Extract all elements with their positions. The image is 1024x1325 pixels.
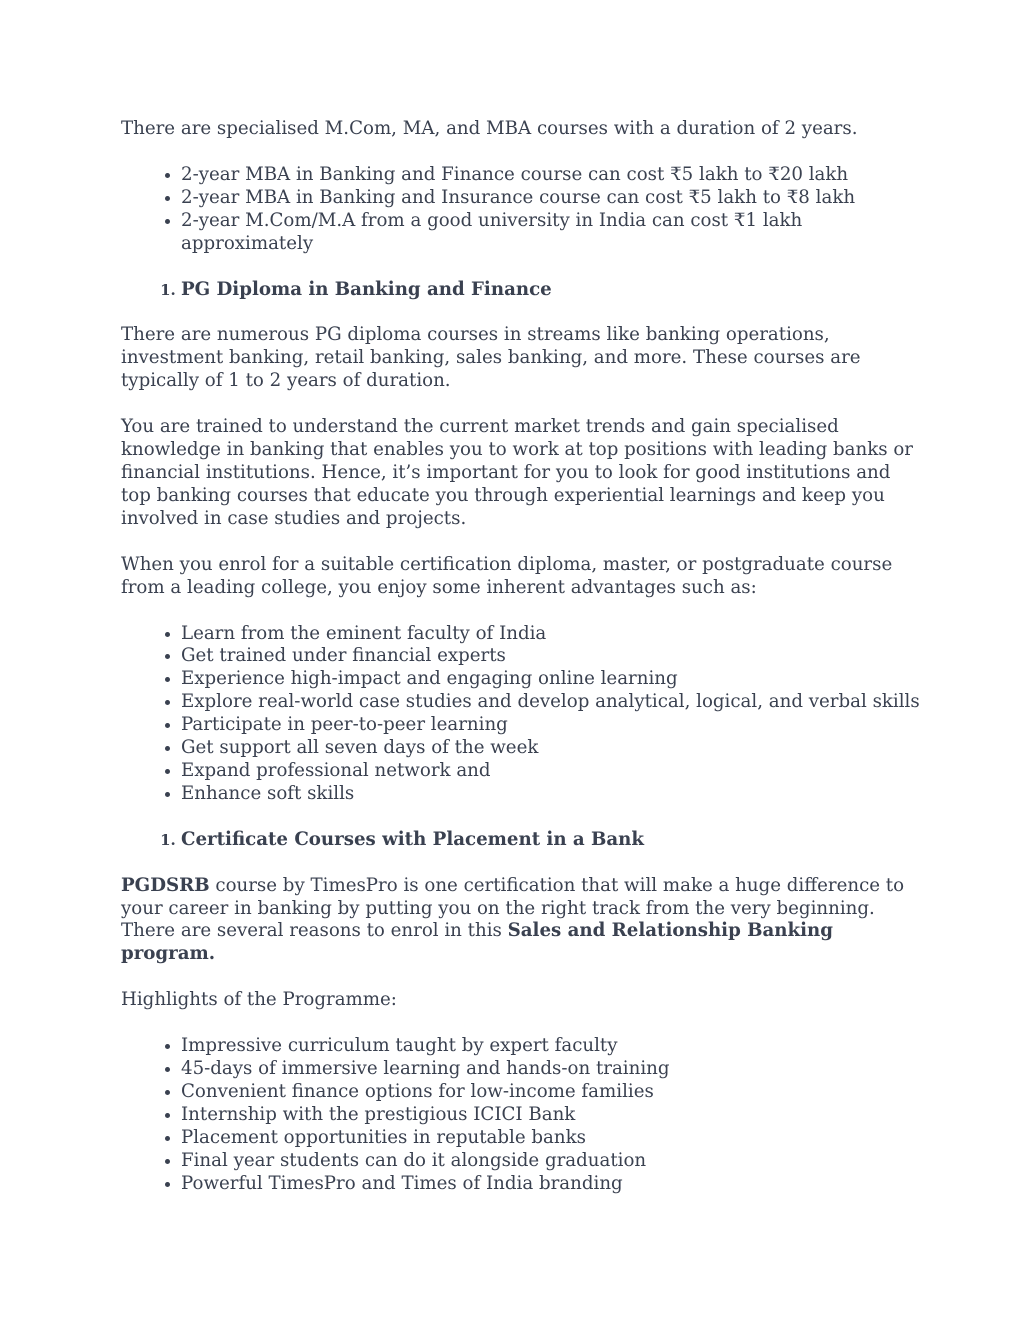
section-heading-certificate-courses: 1. Certificate Courses with Placement in a Bank	[181, 829, 921, 852]
list-item: • Placement opportunities in reputable banks	[181, 1127, 921, 1150]
section2-heading-list	[121, 829, 921, 852]
pgdsrb-text: course by TimesPro is one certification that will make a huge difference to your career in banking by putting you on the right track from the very beginning. There are several reasons to enrol in this	[121, 874, 905, 942]
pgdsrb-bold: PGDSRB	[121, 874, 210, 896]
list-item: • Get trained under financial experts	[181, 645, 921, 668]
cost-list	[121, 164, 921, 256]
list-item: • Get support all seven days of the week	[181, 737, 921, 760]
list-item: • Participate in peer-to-peer learning	[181, 714, 921, 737]
list-item: • 2-year MBA in Banking and Finance course can cost ₹5 lakh to ₹20 lakh	[181, 164, 921, 187]
list-item: • Learn from the eminent faculty of India	[181, 623, 921, 646]
section-heading-pg-diploma: 1. PG Diploma in Banking and Finance	[181, 279, 921, 302]
list-item: • Powerful TimesPro and Times of India branding	[181, 1173, 921, 1196]
section1-paragraph-1: There are numerous PG diploma courses in streams like banking operations, investment banking, retail banking, sales banking, and more. These courses are typically of 1 to 2 years of duration.	[121, 324, 861, 392]
list-item: • Internship with the prestigious ICICI Bank	[181, 1104, 921, 1127]
list-item: • Experience high-impact and engaging online learning	[181, 668, 921, 691]
intro-paragraph: There are specialised M.Com, MA, and MBA courses with a duration of 2 years.	[121, 118, 858, 139]
section1-paragraph-2: You are trained to understand the current market trends and gain specialised knowledge in banking that enables you to work at top positions with leading banks or financial institutions. Hence, it’s important for you to look for good institutions and top banking courses that educate you through experiential learnings and keep you involved in case studies and projects.	[121, 416, 913, 529]
list-item: • Impressive curriculum taught by expert faculty	[181, 1035, 921, 1058]
list-item: • Enhance soft skills	[181, 783, 921, 806]
list-item: • 2-year M.Com/M.A from a good university in India can cost ₹1 lakh approximately	[181, 210, 921, 256]
document-page	[121, 118, 921, 1219]
list-item: • Explore real-world case studies and develop analytical, logical, and verbal skills	[181, 691, 921, 714]
list-item: • Expand professional network and	[181, 760, 921, 783]
list-item: • Convenient finance options for low-income families	[181, 1081, 921, 1104]
program-name-bold: Sales and Relationship Banking program.	[121, 920, 833, 965]
list-item: • 45-days of immersive learning and hands-on training	[181, 1058, 921, 1081]
section1-heading-list	[121, 279, 921, 302]
list-item: • Final year students can do it alongside graduation	[181, 1150, 921, 1173]
list-item: • 2-year MBA in Banking and Insurance course can cost ₹5 lakh to ₹8 lakh	[181, 187, 921, 210]
pgdsrb-paragraph	[121, 875, 921, 967]
advantages-list	[121, 623, 921, 806]
highlights-intro: Highlights of the Programme:	[121, 989, 397, 1011]
highlights-list	[121, 1035, 921, 1195]
section1-paragraph-3: When you enrol for a suitable certification diploma, master, or postgraduate course from a leading college, you enjoy some inherent advantages such as:	[121, 553, 893, 598]
